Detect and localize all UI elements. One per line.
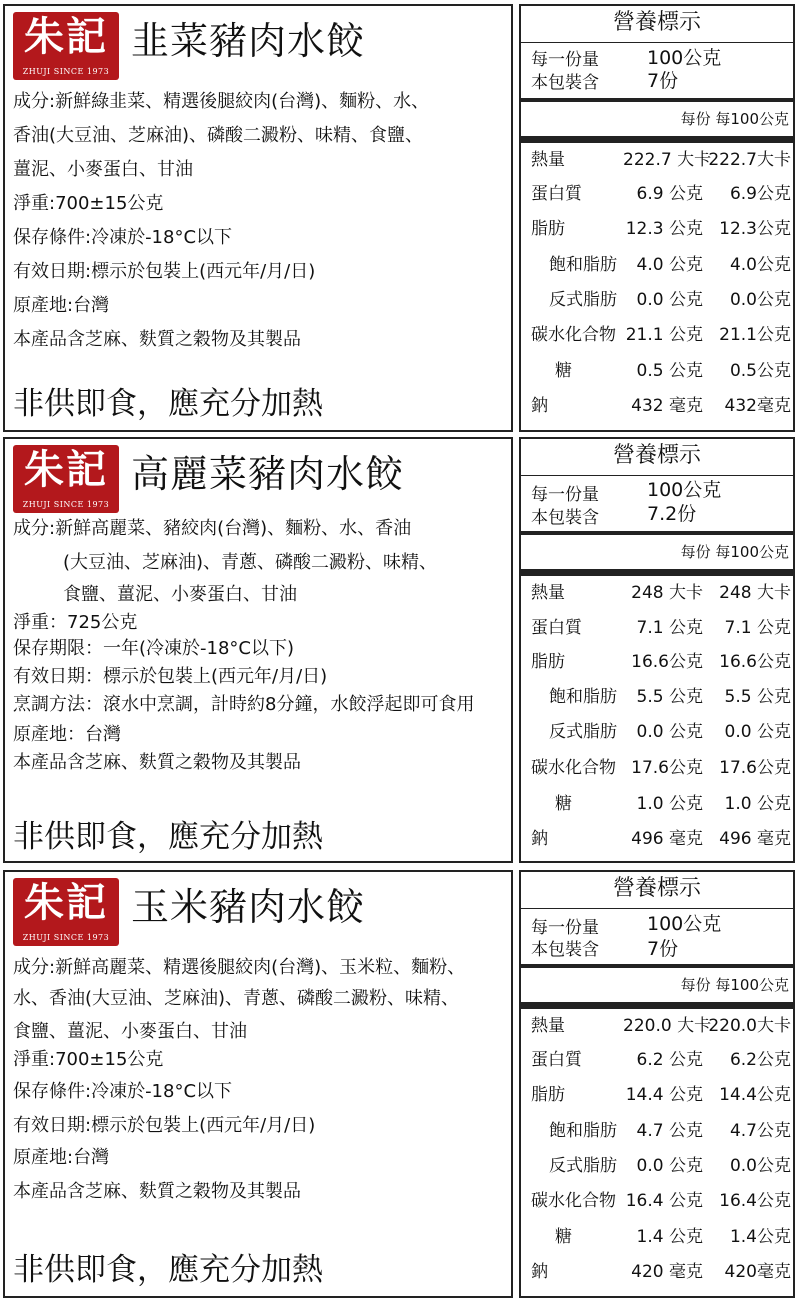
- nutrient-per-100g: 4.0公克: [729, 255, 791, 275]
- nutrient-per-100g: 1.0 公克: [724, 794, 791, 814]
- nutrient-label: 熱量: [531, 150, 565, 170]
- nutrient-per-100g: 248 大卡: [719, 583, 791, 603]
- net-weight: 淨重：725公克: [13, 612, 138, 633]
- product-info-box: [3, 4, 513, 432]
- allergen-notice: 本產品含芝麻、麩質之穀物及其製品: [13, 752, 301, 773]
- zhuji-logo: [13, 878, 119, 946]
- nutrient-per-serving: 220.0 大卡: [623, 1016, 712, 1036]
- nutrient-per-100g: 1.4公克: [729, 1227, 791, 1247]
- nutrient-per-serving: 6.2 公克: [636, 1050, 703, 1070]
- nutrient-per-100g: 16.6公克: [719, 652, 791, 672]
- heating-warning: 非供即食，應充分加熱: [13, 819, 323, 855]
- ingredients-line: 食鹽、薑泥、小麥蛋白、甘油: [13, 1021, 247, 1042]
- divider: [521, 569, 793, 576]
- servings-per-pack-value: 7份: [647, 70, 679, 92]
- nutrient-per-serving: 432 毫克: [631, 396, 703, 416]
- nutrition-column-header: 每份 每100公克: [680, 543, 789, 561]
- ingredients-line: 成分:新鮮高麗菜、精選後腿絞肉(台灣)、玉米粒、麵粉、: [13, 957, 466, 978]
- shelf-life: 保存期限：一年(冷凍於-18°C以下): [13, 638, 295, 659]
- expiry-date: 有效日期:標示於包裝上(西元年/月/日): [13, 1115, 316, 1136]
- divider: [521, 964, 793, 968]
- divider: [521, 908, 793, 909]
- nutrient-label: 蛋白質: [531, 618, 582, 638]
- servings-per-pack-value: 7.2份: [647, 503, 697, 525]
- divider: [521, 98, 793, 102]
- logo-since-text: ZHUJI SINCE 1973: [22, 500, 110, 509]
- nutrient-label: 熱量: [531, 1016, 565, 1036]
- divider: [521, 475, 793, 476]
- divider: [521, 531, 793, 535]
- nutrient-per-serving: 4.7 公克: [636, 1121, 703, 1141]
- product-title: 高麗菜豬肉水餃: [131, 452, 405, 496]
- zhuji-logo: [13, 12, 119, 80]
- logo-brand-text: 朱記: [24, 879, 108, 926]
- nutrition-facts-box: [519, 870, 795, 1298]
- nutrient-label: 糖: [555, 794, 572, 814]
- allergen-notice: 本產品含芝麻、麩質之穀物及其製品: [13, 1181, 301, 1202]
- origin: 原產地:台灣: [13, 295, 110, 316]
- heating-warning: 非供即食，應充分加熱: [13, 1252, 323, 1288]
- nutrient-per-serving: 7.1 公克: [636, 618, 703, 638]
- nutrient-per-100g: 21.1公克: [719, 325, 791, 345]
- nutrition-column-header: 每份 每100公克: [680, 110, 789, 128]
- zhuji-logo: [13, 445, 119, 513]
- product-panel-chive-pork: [3, 4, 797, 432]
- nutrient-per-serving: 14.4 公克: [625, 1085, 703, 1105]
- ingredients-line: 薑泥、小麥蛋白、甘油: [13, 159, 193, 180]
- nutrient-label: 脂肪: [531, 1085, 565, 1105]
- divider: [521, 136, 793, 143]
- origin: 原產地：台灣: [13, 724, 121, 745]
- nutrient-per-100g: 4.7公克: [729, 1121, 791, 1141]
- nutrient-per-serving: 4.0 公克: [636, 255, 703, 275]
- nutrient-label: 反式脂肪: [549, 1156, 617, 1176]
- origin: 原產地:台灣: [13, 1147, 110, 1168]
- nutrient-label: 飽和脂肪: [549, 1121, 617, 1141]
- nutrient-per-100g: 14.4公克: [719, 1085, 791, 1105]
- product-title: 韭菜豬肉水餃: [131, 19, 366, 63]
- logo-since-text: ZHUJI SINCE 1973: [22, 933, 110, 942]
- nutrient-per-100g: 7.1 公克: [724, 618, 791, 638]
- nutrient-label: 鈉: [531, 1262, 548, 1282]
- nutrient-per-serving: 16.6公克: [631, 652, 703, 672]
- nutrient-label: 碳水化合物: [531, 1191, 616, 1211]
- nutrient-per-serving: 12.3 公克: [625, 219, 703, 239]
- nutrient-per-100g: 6.2公克: [729, 1050, 791, 1070]
- nutrition-facts-box: [519, 437, 795, 863]
- product-info-box: [3, 870, 513, 1298]
- nutrient-label: 碳水化合物: [531, 325, 616, 345]
- divider: [521, 42, 793, 43]
- nutrient-label: 脂肪: [531, 652, 565, 672]
- nutrient-per-100g: 12.3公克: [719, 219, 791, 239]
- nutrient-per-serving: 0.0 公克: [636, 1156, 703, 1176]
- ingredients-line: 成分:新鮮綠韭菜、精選後腿絞肉(台灣)、麵粉、水、: [13, 91, 430, 112]
- expiry-date: 有效日期:標示於包裝上(西元年/月/日): [13, 261, 316, 282]
- cooking-method: 烹調方法：滾水中烹調，計時約8分鐘，水餃浮起即可食用: [13, 694, 475, 715]
- nutrient-label: 反式脂肪: [549, 722, 617, 742]
- serving-size-value: 100公克: [647, 479, 722, 501]
- nutrient-label: 蛋白質: [531, 1050, 582, 1070]
- allergen-notice: 本產品含芝麻、麩質之穀物及其製品: [13, 329, 301, 350]
- nutrient-label: 熱量: [531, 583, 565, 603]
- nutrient-label: 糖: [555, 361, 572, 381]
- nutrient-label: 反式脂肪: [549, 290, 617, 310]
- servings-per-pack-value: 7份: [647, 938, 679, 960]
- nutrient-per-100g: 5.5 公克: [724, 687, 791, 707]
- nutrient-label: 脂肪: [531, 219, 565, 239]
- nutrient-per-serving: 0.5 公克: [636, 361, 703, 381]
- serving-size-label: 每一份量: [531, 918, 599, 938]
- nutrient-label: 鈉: [531, 829, 548, 849]
- nutrient-per-serving: 5.5 公克: [636, 687, 703, 707]
- nutrient-per-serving: 420 毫克: [631, 1262, 703, 1282]
- servings-per-pack-label: 本包裝含: [531, 940, 599, 960]
- nutrient-label: 糖: [555, 1227, 572, 1247]
- nutrient-per-100g: 222.7大卡: [708, 150, 791, 170]
- storage-condition: 保存條件:冷凍於-18°C以下: [13, 227, 233, 248]
- serving-size-label: 每一份量: [531, 50, 599, 70]
- servings-per-pack-label: 本包裝含: [531, 73, 599, 93]
- nutrition-facts-box: [519, 4, 795, 432]
- serving-size-label: 每一份量: [531, 485, 599, 505]
- product-panel-cabbage-pork: [3, 437, 797, 863]
- nutrient-per-serving: 0.0 公克: [636, 722, 703, 742]
- ingredients-line: 食鹽、薑泥、小麥蛋白、甘油: [63, 584, 297, 605]
- nutrient-per-serving: 6.9 公克: [636, 184, 703, 204]
- ingredients-line: 香油(大豆油、芝麻油)、磷酸二澱粉、味精、食鹽、: [13, 125, 424, 146]
- nutrient-per-100g: 432毫克: [724, 396, 791, 416]
- nutrient-per-100g: 17.6公克: [719, 758, 791, 778]
- product-title: 玉米豬肉水餃: [131, 885, 366, 929]
- nutrient-per-serving: 17.6公克: [631, 758, 703, 778]
- nutrient-per-serving: 0.0 公克: [636, 290, 703, 310]
- nutrient-label: 蛋白質: [531, 184, 582, 204]
- logo-brand-text: 朱記: [24, 13, 108, 60]
- product-panel-corn-pork: [3, 870, 797, 1298]
- nutrient-per-serving: 222.7 大卡: [623, 150, 712, 170]
- serving-size-value: 100公克: [647, 913, 722, 935]
- nutrition-title: 營養標示: [612, 876, 701, 901]
- nutrient-label: 碳水化合物: [531, 758, 616, 778]
- nutrient-per-serving: 16.4 公克: [625, 1191, 703, 1211]
- nutrient-per-100g: 220.0大卡: [708, 1016, 791, 1036]
- serving-size-value: 100公克: [647, 47, 722, 69]
- product-info-box: [3, 437, 513, 863]
- nutrient-per-100g: 0.5公克: [729, 361, 791, 381]
- nutrient-per-100g: 6.9公克: [729, 184, 791, 204]
- servings-per-pack-label: 本包裝含: [531, 508, 599, 528]
- storage-condition: 保存條件:冷凍於-18°C以下: [13, 1081, 233, 1102]
- nutrient-per-100g: 0.0公克: [729, 1156, 791, 1176]
- nutrition-title: 營養標示: [612, 443, 701, 468]
- nutrient-per-100g: 420毫克: [724, 1262, 791, 1282]
- nutrient-label: 飽和脂肪: [549, 687, 617, 707]
- nutrient-per-serving: 496 毫克: [631, 829, 703, 849]
- nutrient-label: 鈉: [531, 396, 548, 416]
- expiry-date: 有效日期：標示於包裝上(西元年/月/日): [13, 666, 328, 687]
- heating-warning: 非供即食，應充分加熱: [13, 386, 323, 422]
- ingredients-line: 水、香油(大豆油、芝麻油)、青蔥、磷酸二澱粉、味精、: [13, 988, 460, 1009]
- nutrition-title: 營養標示: [612, 10, 701, 35]
- ingredients-line: 成分:新鮮高麗菜、豬絞肉(台灣)、麵粉、水、香油: [13, 518, 412, 539]
- nutrition-column-header: 每份 每100公克: [680, 976, 789, 994]
- net-weight: 淨重:700±15公克: [13, 1049, 164, 1070]
- nutrient-per-serving: 1.4 公克: [636, 1227, 703, 1247]
- nutrient-per-100g: 0.0 公克: [724, 722, 791, 742]
- nutrient-per-100g: 16.4公克: [719, 1191, 791, 1211]
- nutrient-per-serving: 1.0 公克: [636, 794, 703, 814]
- nutrient-per-100g: 496 毫克: [719, 829, 791, 849]
- logo-since-text: ZHUJI SINCE 1973: [22, 67, 110, 76]
- logo-brand-text: 朱記: [24, 446, 108, 493]
- nutrient-per-100g: 0.0公克: [729, 290, 791, 310]
- ingredients-line: (大豆油、芝麻油)、青蔥、磷酸二澱粉、味精、: [63, 552, 438, 573]
- nutrient-label: 飽和脂肪: [549, 255, 617, 275]
- nutrient-per-serving: 21.1 公克: [625, 325, 703, 345]
- net-weight: 淨重:700±15公克: [13, 193, 164, 214]
- nutrient-per-serving: 248 大卡: [631, 583, 703, 603]
- divider: [521, 1002, 793, 1009]
